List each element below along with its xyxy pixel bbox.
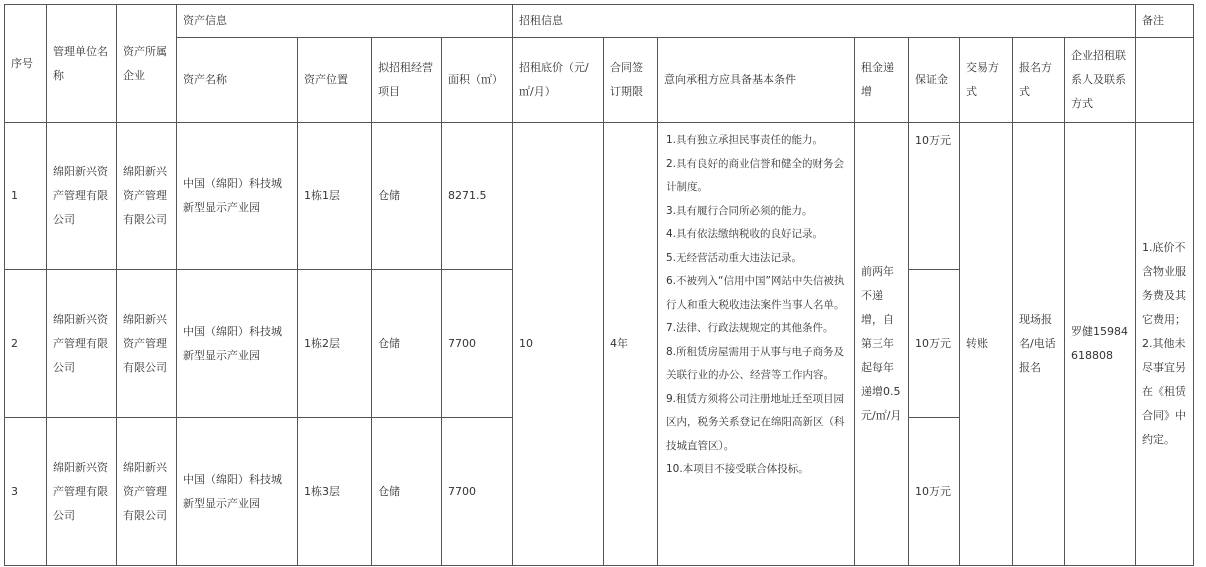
condition-item: 10.本项目不接受联合体投标。 [666, 463, 809, 475]
condition-item: 4.具有依法缴纳税收的良好记录。 [666, 228, 824, 240]
row-asset-name: 中国（绵阳）科技城新型显示产业园 [177, 123, 298, 270]
header-asset-info: 资产信息 [177, 5, 513, 38]
table-row [5, 123, 1194, 270]
row-location: 1栋2层 [298, 270, 372, 418]
shared-rent-increase: 前两年不递增，自第三年起每年递增0.5元/㎡/月 [855, 123, 909, 566]
condition-item: 8.所租赁房屋需用于从事与电子商务及关联行业的办公、经营等工作内容。 [666, 345, 845, 381]
row-seq: 3 [5, 418, 47, 566]
shared-signup: 现场报名/电话报名 [1013, 123, 1065, 566]
header-base-price: 招租底价（元/㎡/月） [513, 38, 604, 123]
header-trade: 交易方式 [960, 38, 1013, 123]
row-business: 仓储 [372, 418, 442, 566]
header-area: 面积（㎡） [442, 38, 513, 123]
header-asset-name: 资产名称 [177, 38, 298, 123]
row-asset-name: 中国（绵阳）科技城新型显示产业园 [177, 418, 298, 566]
header-mgmt: 管理单位名称 [47, 5, 117, 123]
row-asset-name: 中国（绵阳）科技城新型显示产业园 [177, 270, 298, 418]
header-owner: 资产所属企业 [117, 5, 177, 123]
shared-remarks: 1.底价不含物业服务费及其它费用；2.其他未尽事宜另在《租赁合同》中约定。 [1136, 123, 1194, 566]
header-row-2 [5, 38, 1194, 123]
condition-item: 1.具有独立承担民事责任的能力。 [666, 134, 824, 146]
header-remarks-blank [1136, 38, 1194, 123]
condition-item: 7.法律、行政法规规定的其他条件。 [666, 322, 834, 334]
header-signup: 报名方式 [1013, 38, 1065, 123]
row-mgmt: 绵阳新兴资产管理有限公司 [47, 270, 117, 418]
condition-item: 2.具有良好的商业信誉和健全的财务会计制度。 [666, 157, 845, 193]
header-deposit: 保证金 [909, 38, 960, 123]
header-seq: 序号 [5, 5, 47, 123]
condition-item: 6.不被列入“信用中国”网站中失信被执行人和重大税收违法案件当事人名单。 [666, 275, 845, 311]
header-asset-location: 资产位置 [298, 38, 372, 123]
row-area: 7700 [442, 418, 513, 566]
row-location: 1栋1层 [298, 123, 372, 270]
shared-contact: 罗健15984618808 [1065, 123, 1136, 566]
header-remarks: 备注 [1136, 5, 1194, 38]
row-deposit: 10万元 [909, 123, 960, 270]
row-area: 7700 [442, 270, 513, 418]
condition-item: 5.无经营活动重大违法记录。 [666, 251, 803, 264]
header-lease-info: 招租信息 [513, 5, 1136, 38]
condition-item: 9.租赁方须将公司注册地址迁至项目园区内，税务关系登记在绵阳高新区（科技城直管区）。 [666, 392, 845, 452]
header-term: 合同签订期限 [604, 38, 658, 123]
row-owner: 绵阳新兴资产管理有限公司 [117, 123, 177, 270]
shared-trade: 转账 [960, 123, 1013, 566]
shared-base-price: 10 [513, 123, 604, 566]
header-row-1 [5, 5, 1194, 38]
row-seq: 1 [5, 123, 47, 270]
row-mgmt: 绵阳新兴资产管理有限公司 [47, 418, 117, 566]
row-owner: 绵阳新兴资产管理有限公司 [117, 418, 177, 566]
row-mgmt: 绵阳新兴资产管理有限公司 [47, 123, 117, 270]
row-area: 8271.5 [442, 123, 513, 270]
rental-notice-table [4, 4, 1194, 566]
row-deposit: 10万元 [909, 418, 960, 566]
row-business: 仓储 [372, 123, 442, 270]
condition-item: 3.具有履行合同所必须的能力。 [666, 204, 813, 217]
header-contact: 企业招租联系人及联系方式 [1065, 38, 1136, 123]
header-business: 拟招租经营项目 [372, 38, 442, 123]
shared-term: 4年 [604, 123, 658, 566]
conditions-list [658, 123, 855, 566]
row-seq: 2 [5, 270, 47, 418]
header-conditions: 意向承租方应具备基本条件 [658, 38, 855, 123]
row-location: 1栋3层 [298, 418, 372, 566]
row-business: 仓储 [372, 270, 442, 418]
row-owner: 绵阳新兴资产管理有限公司 [117, 270, 177, 418]
row-deposit: 10万元 [909, 270, 960, 418]
header-rent-increase: 租金递增 [855, 38, 909, 123]
